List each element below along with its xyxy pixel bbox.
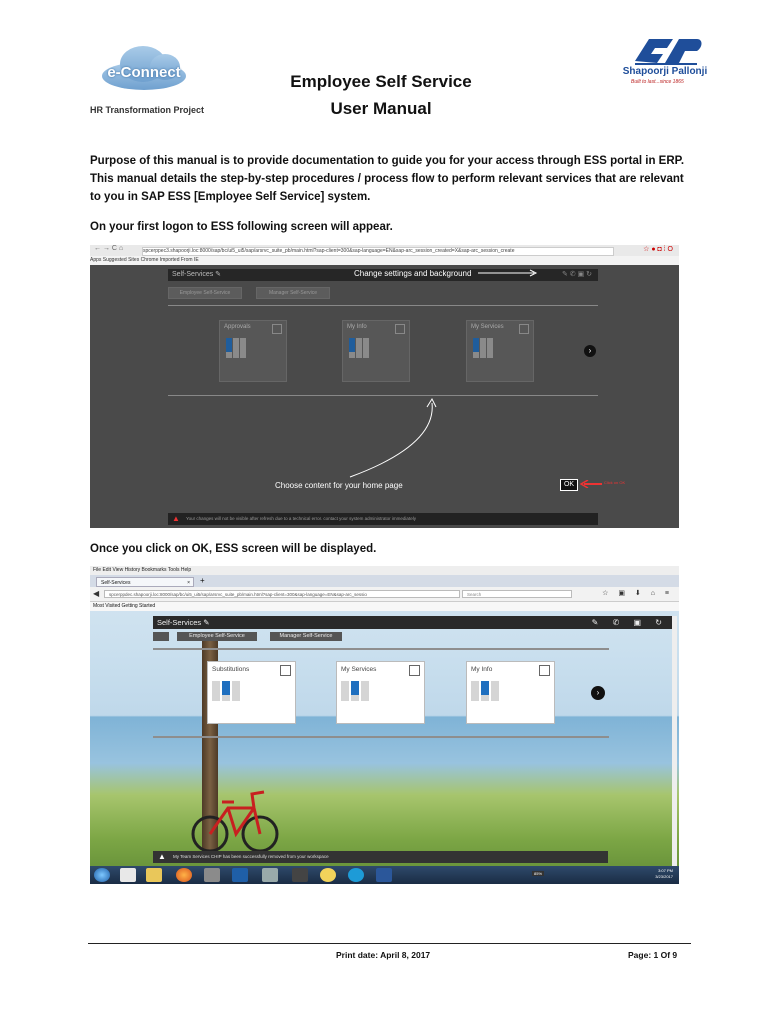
battery-indicator: 85%	[534, 871, 543, 876]
word-icon[interactable]	[376, 868, 392, 882]
divider	[153, 648, 609, 650]
app-icon[interactable]	[204, 868, 220, 882]
warning-icon: ▲	[172, 514, 180, 523]
bookmarks-bar: Apps Suggested Sites Chrome Imported From IE	[90, 256, 679, 265]
tile-my-services[interactable]: My Services	[336, 661, 425, 724]
annotation-arrow	[270, 395, 450, 485]
browser-extension-icons: ☆ ● ◘ ⁞ O	[643, 246, 673, 253]
tile-my-services[interactable]: My Services	[466, 320, 534, 382]
search-input[interactable]: Search	[462, 590, 572, 598]
econnect-logo: e-Connect	[98, 44, 190, 94]
chrome-icon[interactable]	[320, 868, 336, 882]
checkbox-icon[interactable]	[395, 324, 405, 334]
checkbox-icon[interactable]	[519, 324, 529, 334]
shell-action-icons[interactable]: ✎ ✆ ▣ ↻	[591, 618, 668, 627]
after-ok-text: Once you click on OK, ESS screen will be displayed.	[90, 543, 377, 555]
settings-arrow	[478, 269, 540, 277]
tile-substitutions[interactable]: Substitutions	[207, 661, 296, 724]
red-arrow-icon	[580, 480, 602, 488]
print-date: Print date: April 8, 2017	[336, 950, 431, 960]
shell-header: Self-Services ✎ ✎ ✆ ▣ ↻	[153, 616, 674, 629]
tool-icon[interactable]	[262, 868, 278, 882]
page-number: Page: 1 Of 9	[628, 950, 678, 960]
checkbox-icon[interactable]	[272, 324, 282, 334]
address-bar[interactable]: spcerppdec.shapoorji.loc:8000/sap/bc/ui5_ui5/sap/arsrvc_suite_pb/main.html?sap-client=300&sap-language=EN&sap-arc_sessio	[104, 590, 460, 598]
shapoorji-pallonji-logo: Shapoorji Pallonji Built to last...since 1865	[605, 33, 725, 93]
browser-nav-bar	[90, 587, 679, 602]
shell-action-icons: ✎ ✆ ▣ ↻	[561, 271, 592, 278]
divider	[168, 305, 598, 306]
new-tab-icon[interactable]: +	[200, 576, 205, 585]
next-page-icon[interactable]: ›	[584, 345, 596, 357]
back-icon[interactable]: ◀	[93, 589, 100, 598]
skype-icon[interactable]	[348, 868, 364, 882]
windows-taskbar	[90, 866, 679, 884]
system-clock[interactable]: 3:07 PM 3/23/2017	[655, 868, 673, 879]
checkbox-icon[interactable]	[280, 665, 291, 676]
browser-menu-bar[interactable]: File Edit View History Bookmarks Tools Help	[90, 566, 679, 575]
content-annotation: Choose content for your home page	[275, 481, 403, 490]
tab-manager-self-service[interactable]: Manager Self-Service	[270, 632, 342, 641]
settings-annotation: Change settings and background	[354, 269, 472, 278]
notification-bar: ▲ My Team Services CHIP has been successfully removed from your workspace	[153, 851, 608, 863]
bookmarks-bar: Most Visited Getting Started	[90, 602, 679, 611]
browser-tab[interactable]: Self-Services ×	[96, 577, 194, 587]
close-tab-icon[interactable]: ×	[187, 580, 190, 586]
address-bar[interactable]: spcerppec3.shapoorji.loc:8000/sap/bc/ui5_ui5/sap/arsrvc_suite_pb/main.html?sap-client=300&sap-language=EN&sap-arc_session_created=X&sap-arc_session_create	[142, 247, 614, 256]
tab-manager-self-service[interactable]: Manager Self-Service	[256, 287, 330, 299]
shell-header: Self-Services ✎ ✎ ✆ ▣ ↻	[168, 269, 598, 281]
tab-employee-self-service[interactable]: Employee Self-Service	[168, 287, 242, 299]
first-logon-screenshot	[90, 245, 679, 528]
tile-approvals[interactable]: Approvals	[219, 320, 287, 382]
warning-icon: ▲	[158, 852, 166, 861]
click-ok-note: Click on OK	[604, 480, 626, 485]
media-player-icon[interactable]	[120, 868, 136, 882]
document-title: Employee Self Service User Manual	[290, 72, 472, 118]
scrollbar[interactable]	[672, 616, 677, 866]
ok-button[interactable]: OK	[560, 479, 578, 491]
next-page-icon[interactable]: ›	[591, 686, 605, 700]
tile-my-info[interactable]: My Info	[342, 320, 410, 382]
error-message-bar: ▲ Your changes will not be visible after refresh due to a technical error. contact your system administrator immediately	[168, 513, 598, 525]
footer-divider	[88, 943, 691, 944]
sap-icon[interactable]	[292, 868, 308, 882]
outlook-icon[interactable]	[232, 868, 248, 882]
tab-placeholder[interactable]	[153, 632, 169, 641]
divider	[153, 736, 609, 738]
toolbar-icons[interactable]: ☆ ▣ ⬇ ⌂ ≡	[602, 590, 673, 597]
checkbox-icon[interactable]	[409, 665, 420, 676]
ess-home-screenshot	[90, 566, 679, 884]
purpose-paragraph: Purpose of this manual is to provide documentation to guide you for your access through ESS portal in ERP. This manual details the step-by-step procedures / process flow to perform relevant services that are relevant to you in SAP ESS [Employee Self Service] system.	[90, 155, 685, 203]
project-name: HR Transformation Project	[90, 105, 205, 115]
tab-employee-self-service[interactable]: Employee Self-Service	[177, 632, 257, 641]
first-logon-text: On your first logon to ESS following screen will appear.	[90, 221, 393, 233]
firefox-icon[interactable]	[176, 868, 192, 882]
tile-my-info[interactable]: My Info	[466, 661, 555, 724]
checkbox-icon[interactable]	[539, 665, 550, 676]
background-bicycle	[190, 784, 282, 854]
folder-icon[interactable]	[146, 868, 162, 882]
nav-arrows-icon: ← → C ⌂	[94, 245, 124, 252]
start-icon[interactable]	[94, 868, 110, 882]
browser-tab-strip	[90, 575, 679, 587]
